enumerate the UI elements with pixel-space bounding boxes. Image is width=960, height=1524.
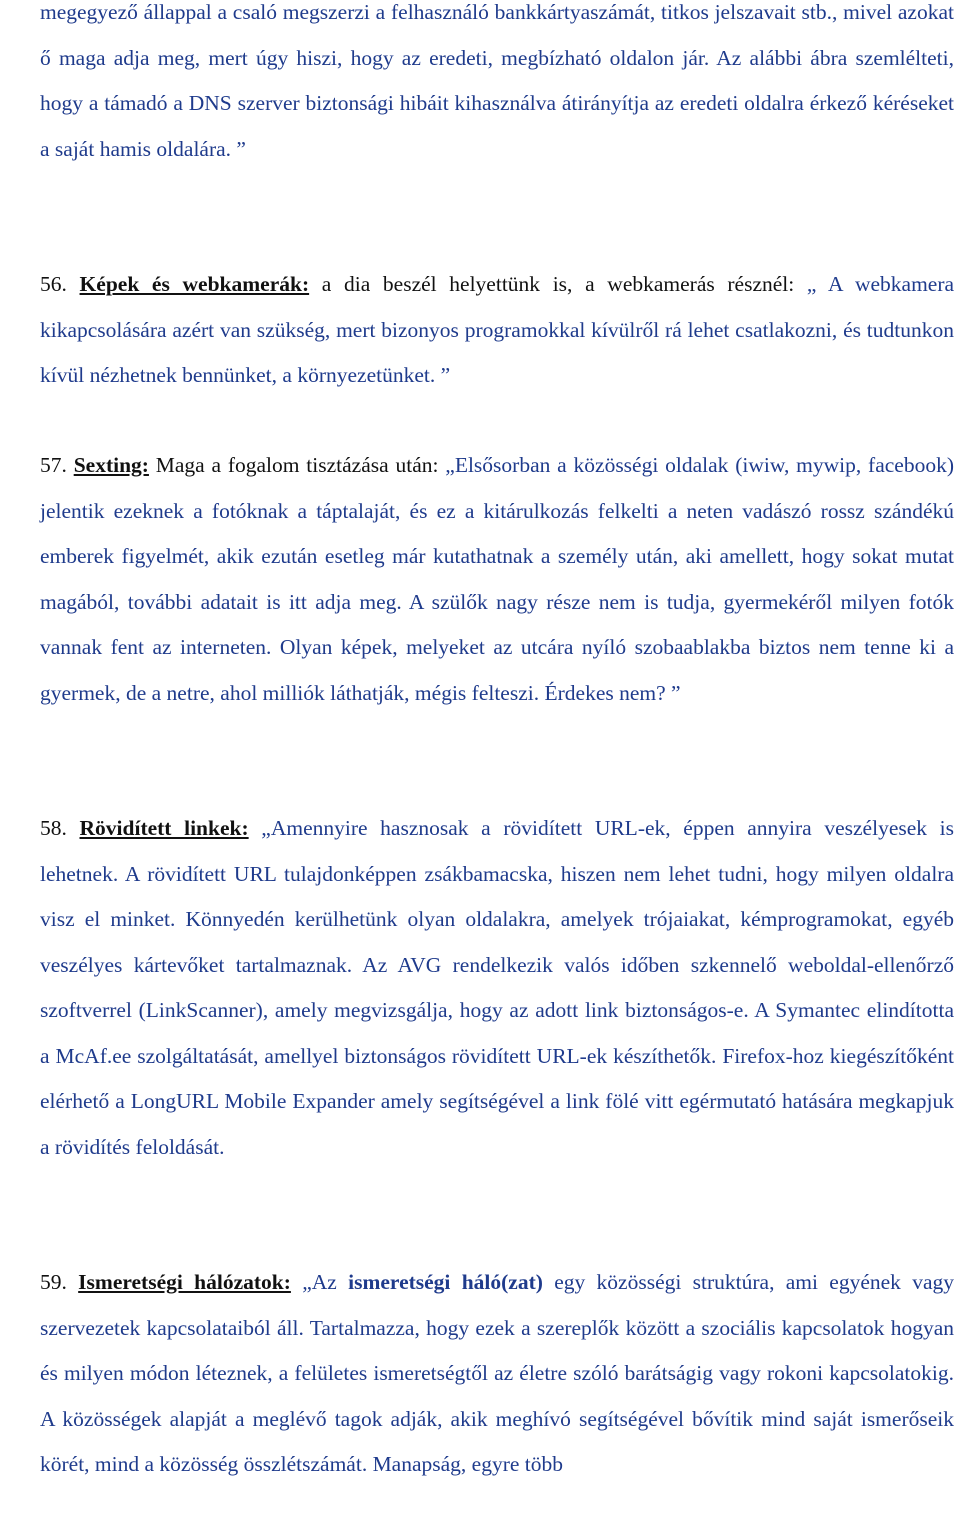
- item-56-lead: a dia beszél helyettünk is, a webkamerás résznél:: [321, 272, 795, 296]
- intro-paragraph: [40, 0, 954, 172]
- item-56-term: Képek és webkamerák:: [79, 272, 310, 296]
- item-57-term: Sexting:: [73, 453, 149, 477]
- item-59-quote-bold: ismeretségi háló(zat): [348, 1270, 543, 1294]
- item-59-quote-rest: egy közösségi struktúra, ami egyének vagy szervezetek kapcsolataiból áll. Tartalmazza, hogy ezek a szereplők között a szociális kapcsolatok hogyan és milyen módon léteznek, a felületes ismeretségtől az életre szóló barátságig vagy rokoni kapcsolatokig. A közösségek alapját a meglévő tagok adják, akik meghívó segítségével bővítik mind saját ismerőseik körét, mind a közösség összlétszámát. Manapság, egyre több: [40, 1270, 954, 1476]
- item-56-close-quote: ”: [440, 363, 451, 387]
- item-57-quote: Elsősorban a közösségi oldalak (iwiw, mywip, facebook) jelentik ezeknek a fotóknak a táptalaját, és ez a kitárulkozás felkelti a neten vadászó rossz szándékú emberek figyelmét, akik ezután esetleg már kutathatnak a személy után, aki amellett, hogy sokat mutat magából, további adatait is itt adja meg. A szülők nagy része nem is tudja, gyermekéről milyen fotók vannak fent az interneten. Olyan képek, melyeket az utcára nyíló szobaablakba biztos nem tenne ki a gyermek, de a netre, ahol milliók láthatják, mégis felteszi. Érdekes nem?: [40, 453, 954, 705]
- item-58-number: 58.: [40, 816, 67, 840]
- item-57-number: 57.: [40, 453, 67, 477]
- item-58-term: Rövidített linkek:: [79, 816, 249, 840]
- item-57-close-quote: ”: [671, 680, 681, 705]
- item-56-quote: A webkamera kikapcsolására azért van szükség, mert bizonyos programokkal kívülről rá lehet csatlakozni, és tudtunkon kívül nézhetnek bennünket, a környezetünket.: [40, 272, 955, 387]
- item-59: [40, 1260, 954, 1488]
- item-58-quote: Amennyire hasznosak a rövidített URL-ek, éppen annyira veszélyesek is lehetnek. A rövidített URL tulajdonképpen zsákbamacska, hiszen nem lehet tudni, hogy milyen oldalra visz el minket. Könnyedén kerülhetünk olyan oldalakra, amelyek trójaiakat, kémprogramokat, egyéb veszélyes kártevőket tartalmaznak. Az AVG rendelkezik valós időben szkennelő weboldal-ellenőrző szoftverrel (LinkScanner), amely megvizsgálja, hogy az adott link biztonságos-e. A Symantec elindította a McAf.ee szolgáltatását, amellyel biztonságos rövidített URL-ek készíthetők. Firefox-hoz kiegészítőként elérhető a LongURL Mobile Expander amely segítségével a link fölé vitt egérmutató hatására megkapjuk a rövidítés feloldását.: [40, 816, 955, 1159]
- item-59-number: 59.: [40, 1270, 67, 1294]
- item-56-open-quote: „: [806, 272, 817, 296]
- item-59-open-quote: „: [302, 1270, 312, 1294]
- item-57: [40, 443, 954, 716]
- intro-text: megegyező állappal a csaló megszerzi a felhasználó bankkártyaszámát, titkos jelszavait stb., mivel azokat ő maga adja meg, mert úgy hiszi, hogy az eredeti, megbízható oldalon jár. Az alábbi ábra szemlélteti, hogy a támadó a DNS szerver biztonsági hibáit kihasználva átirányítja az eredeti oldalra érkező kéréseket a saját hamis oldalára.: [40, 0, 954, 161]
- item-58-open-quote: „: [261, 816, 271, 840]
- intro-close-quote: ”: [236, 136, 246, 161]
- item-56: [40, 262, 954, 399]
- item-56-number: 56.: [40, 272, 67, 296]
- item-57-open-quote: „: [445, 453, 455, 477]
- item-59-term: Ismeretségi hálózatok:: [78, 1270, 291, 1294]
- item-58: [40, 806, 954, 1170]
- item-57-lead: Maga a fogalom tisztázása után:: [155, 453, 439, 477]
- item-59-quote-start: Az: [311, 1270, 337, 1294]
